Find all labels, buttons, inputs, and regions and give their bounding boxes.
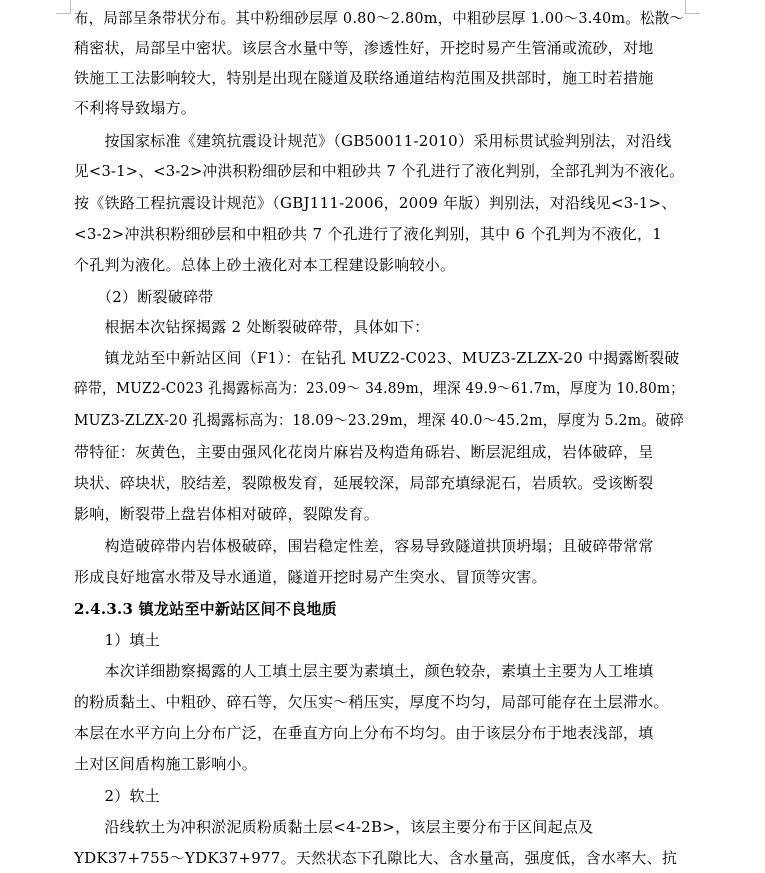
subsection-heading: （2）断裂破碎带 bbox=[74, 288, 214, 306]
text-line: 带特征：灰黄色，主要由强风化花岗片麻岩及构造角砾岩、断层泥组成，岩体破碎，呈 bbox=[74, 443, 654, 461]
text-line: 不利将导致塌方。 bbox=[74, 99, 197, 117]
text-line: 见<3-1>、<3-2>冲洪积粉细砂层和中粗砂共 7 个孔进行了液化判别，全部孔判为不液化。 bbox=[74, 162, 685, 180]
subsection-heading: 2）软土 bbox=[74, 787, 161, 805]
text-line: 个孔判为液化。总体上砂土液化对本工程建设影响较小。 bbox=[74, 256, 456, 274]
text-line: MUZ3-ZLZX-20 孔揭露标高为：18.09～23.29m，埋深 40.0～45.2m，厚度为 5.2m。破碎 bbox=[74, 411, 685, 429]
text-line: 沿线软土为冲积淤泥质粉质黏土层<4-2B>，该层主要分布于区间起点及 bbox=[74, 818, 594, 836]
text-line: 根据本次钻探揭露 2 处断裂破碎带，具体如下： bbox=[74, 318, 430, 336]
subsection-heading: 1）填土 bbox=[74, 631, 161, 649]
margin-guide-left-h bbox=[56, 13, 71, 14]
section-heading: 2.4.3.3 镇龙站至中新站区间不良地质 bbox=[74, 600, 337, 618]
text-line: 按《铁路工程抗震设计规范》（GBJ111-2006，2009 年版）判别法，对沿线见<3-1>、 bbox=[74, 194, 677, 212]
text-line: 碎带，MUZ2-C023 孔揭露标高为：23.09～ 34.89m，埋深 49.9～61.7m，厚度为 10.80m； bbox=[74, 379, 685, 397]
text-line: 影响，断裂带上盘岩体相对破碎，裂隙发育。 bbox=[74, 505, 380, 523]
text-line: 土对区间盾构施工影响小。 bbox=[74, 755, 258, 773]
text-line: 块状、碎块状，胶结差，裂隙极发育，延展较深，局部充填绿泥石，岩质软。受该断裂 bbox=[74, 474, 654, 492]
text-line: 本层在水平方向上分布广泛，在垂直方向上分布不均匀。由于该层分布于地表浅部，填 bbox=[74, 724, 654, 742]
margin-guide-left bbox=[70, 0, 71, 14]
text-line: 稍密状，局部呈中密状。该层含水量中等，渗透性好，开挖时易产生管涌或流砂，对地 bbox=[74, 39, 654, 57]
text-line: YDK37+755～YDK37+977。天然状态下孔隙比大、含水量高，强度低，含水率大、抗 bbox=[74, 849, 678, 867]
text-line: 形成良好地富水带及导水通道，隧道开挖时易产生突水、冒顶等灾害。 bbox=[74, 568, 547, 586]
text-line: 按国家标准《建筑抗震设计规范》（GB50011-2010）采用标贯试验判别法，对沿线 bbox=[74, 132, 672, 150]
text-line: 铁施工工法影响较大，特别是出现在隧道及联络通道结构范围及拱部时，施工时若措施 bbox=[74, 69, 654, 87]
text-line: 构造破碎带内岩体极破碎，围岩稳定性差，容易导致隧道拱顶坍塌；且破碎带常常 bbox=[74, 537, 654, 555]
text-line: 的粉质黏土、中粗砂、碎石等，欠压实～稍压实，厚度不均匀，局部可能存在土层滞水。 bbox=[74, 693, 669, 711]
text-line: 布，局部呈条带状分布。其中粉细砂层厚 0.80～2.80m，中粗砂层厚 1.00～3.40m。松散～ bbox=[74, 9, 685, 27]
margin-guide-right-h bbox=[685, 13, 700, 14]
text-line: <3-2>冲洪积粉细砂层和中粗砂共 7 个孔进行了液化判别，其中 6 个孔判为不液化，1 bbox=[74, 225, 662, 243]
margin-guide-right bbox=[685, 0, 686, 14]
text-line: 本次详细勘察揭露的人工填土层主要为素填土，颜色较杂，素填土主要为人工堆填 bbox=[74, 662, 654, 680]
text-line: 镇龙站至中新站区间（F1）：在钻孔 MUZ2-C023、MUZ3-ZLZX-20 中揭露断裂破 bbox=[74, 349, 680, 367]
